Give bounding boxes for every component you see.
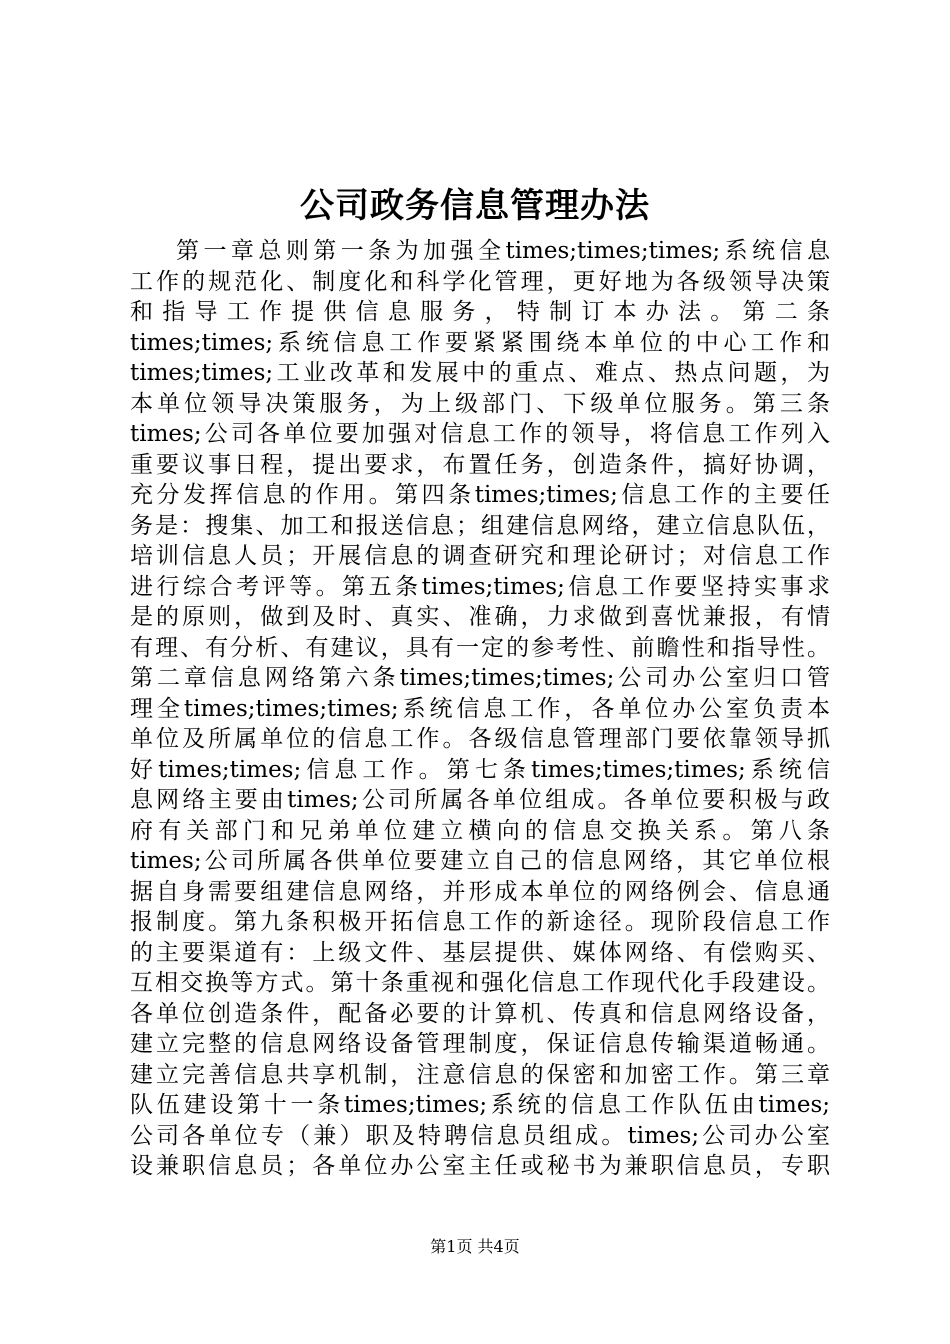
- body-line: times;公司所属各供单位要建立自己的信息网络，其它单位根: [130, 848, 830, 874]
- body-line: 进行综合考评等。第五条times;times;信息工作要坚持实事求: [130, 573, 830, 600]
- body-line: 是的原则，做到及时、真实、准确，力求做到喜忧兼报，有情: [130, 604, 830, 630]
- body-line: 第二章信息网络第六条times;times;times;公司办公室归口管: [130, 665, 830, 691]
- document-body: [130, 236, 830, 1182]
- body-line: 培训信息人员；开展信息的调查研究和理论研讨；对信息工作: [130, 543, 830, 569]
- body-line: 务是：搜集、加工和报送信息；组建信息网络，建立信息队伍，: [130, 512, 830, 539]
- body-line: 的主要渠道有：上级文件、基层提供、媒体网络、有偿购买、: [130, 939, 830, 966]
- body-line: 单位及所属单位的信息工作。各级信息管理部门要依靠领导抓: [130, 726, 830, 752]
- body-line: 府有关部门和兄弟单位建立横向的信息交换关系。第八条: [130, 817, 830, 844]
- body-line: 好times;times;信息工作。第七条times;times;times;系统信: [130, 756, 830, 783]
- body-line: 充分发挥信息的作用。第四条times;times;信息工作的主要任: [130, 482, 830, 508]
- body-line: times;times;系统信息工作要紧紧围绕本单位的中心工作和: [130, 329, 830, 356]
- body-line: 建立完善信息共享机制，注意信息的保密和加密工作。第三章: [130, 1061, 830, 1088]
- body-line: 第一章总则第一条为加强全times;times;times;系统信息: [176, 238, 830, 264]
- body-line: 工作的规范化、制度化和科学化管理，更好地为各级领导决策: [130, 268, 830, 295]
- body-line: 报制度。第九条积极开拓信息工作的新途径。现阶段信息工作: [130, 909, 830, 935]
- body-line: 息网络主要由times;公司所属各单位组成。各单位要积极与政: [130, 787, 830, 813]
- body-line: 和 指 导 工 作 提 供 信 息 服 务 ， 特 制 订 本 办 法 。 第 二 条: [130, 299, 830, 325]
- body-line: 互相交换等方式。第十条重视和强化信息工作现代化手段建设。: [130, 970, 830, 996]
- document-title: 公司政务信息管理办法: [300, 186, 650, 226]
- body-line: 有理、有分析、有建议，具有一定的参考性、前瞻性和指导性。: [130, 634, 830, 661]
- body-line: times;times;工业改革和发展中的重点、难点、热点问题，为: [130, 360, 830, 386]
- body-line: 重要议事日程，提出要求，布置任务，创造条件，搞好协调，: [130, 451, 830, 478]
- body-line: 设兼职信息员；各单位办公室主任或秘书为兼职信息员，专职: [130, 1153, 830, 1179]
- body-line: 建立完整的信息网络设备管理制度，保证信息传输渠道畅通。: [130, 1031, 830, 1057]
- body-line: 理全times;times;times;系统信息工作，各单位办公室负责本: [130, 695, 830, 722]
- body-line: 本单位领导决策服务，为上级部门、下级单位服务。第三条: [130, 390, 830, 417]
- body-line: 各单位创造条件，配备必要的计算机、传真和信息网络设备，: [130, 1000, 830, 1027]
- body-line: 据自身需要组建信息网络，并形成本单位的网络例会、信息通: [130, 878, 830, 905]
- page-footer: 第1页 共4页: [430, 1237, 520, 1256]
- body-line: 公司各单位专（兼）职及特聘信息员组成。times;公司办公室: [130, 1122, 830, 1149]
- body-line: times;公司各单位要加强对信息工作的领导，将信息工作列入: [130, 421, 830, 447]
- body-line: 队伍建设第十一条times;times;系统的信息工作队伍由times;: [130, 1092, 830, 1118]
